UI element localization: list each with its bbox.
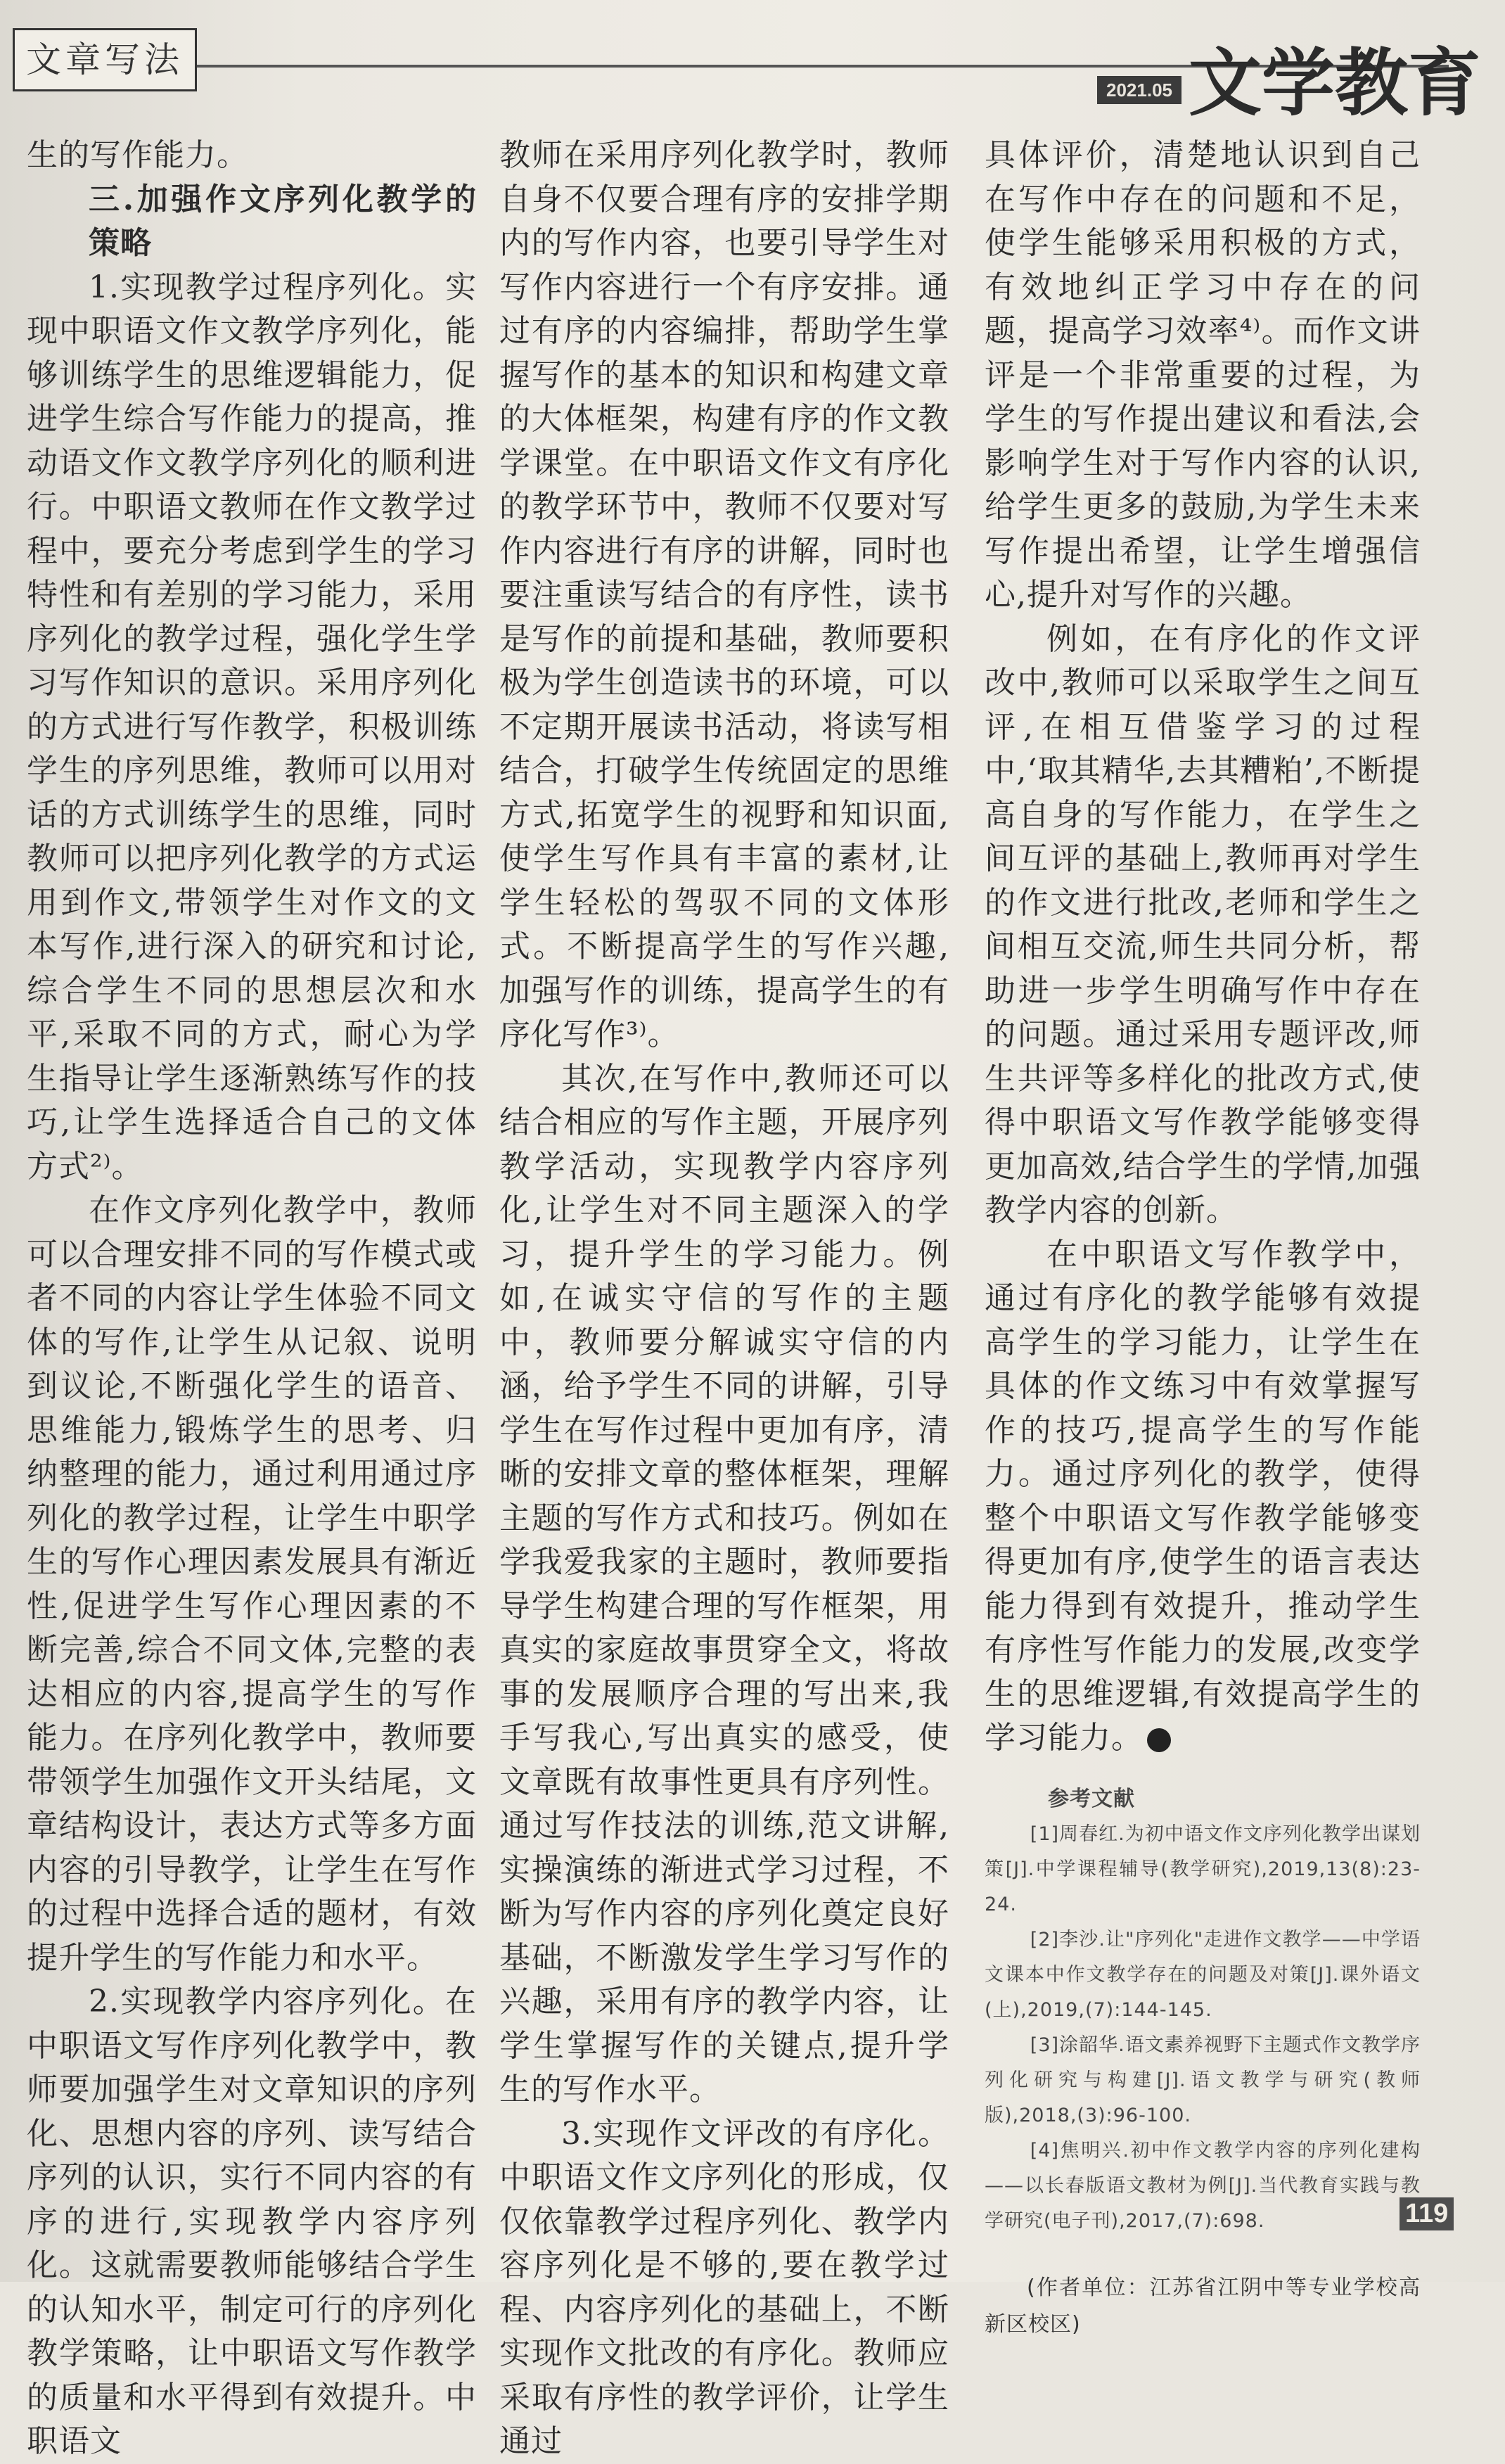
page-number: 119	[1400, 2197, 1454, 2230]
paragraph: 例如，在有序化的作文评改中,教师可以采取学生之间互评,在相互借鉴学习的过程中,‘取其精华,去其糟粕’,不断提高自身的写作能力，在学生之间互评的基础上,教师再对学生的作文进行批改,老师和学生之间相互交流,师生共同分析，帮助进一步学生明确写作中存在的问题。通过采用专题评改,师生共评等多样化的批改方式,使得中职语文写作教学能够变得更加高效,结合学生的学情,加强教学内容的创新。	[985, 620, 1421, 1228]
references	[985, 1782, 1421, 2239]
paragraph: 3.实现作文评改的有序化。中职语文作文序列化的形成，仅仅依靠教学过程序列化、教学内容序列化是不够的,要在教学过程、内容序列化的基础上，不断实现作文批改的有序化。教师应采取有序性的教学评价，让学生通过	[499, 2115, 949, 2459]
reference-item: [4]焦明兴.初中作文教学内容的序列化建构——以长春版语文教材为例[J].当代教育实践与教学研究(电子刊),2017,(7):698.	[985, 2139, 1421, 2232]
paragraph: 1.实现教学过程序列化。实现中职语文作文教学序列化，能够训练学生的思维逻辑能力，促进学生综合写作能力的提高，推动语文作文教学序列化的顺利进行。中职语文教师在作文教学过程中，要充分考虑到学生的学习特性和有差别的学习能力，采用序列化的教学过程，强化学生学习写作知识的意识。采用序列化的方式进行写作教学，积极训练学生的序列思维，教师可以用对话的方式训练学生的思维，同时教师可以把序列化教学的方式运用到作文,带领学生对作文的文本写作,进行深入的研究和讨论,综合学生不同的思想层次和水平,采取不同的方式，耐心为学生指导让学生逐渐熟练写作的技巧,让学生选择适合自己的文体方式²⁾。	[27, 269, 477, 1185]
paragraph: 在中职语文写作教学中，通过有序化的教学能够有效提高学生的学习能力，让学生在具体的作文练习中有效掌握写作的技巧,提高学生的写作能力。通过序列化的教学，使得整个中职语文写作教学能够变得更加有序,使学生的语言表达能力得到有效提升，推动学生有序性写作能力的发展,改变学生的思维逻辑,有效提高学生的学习能力。	[985, 1236, 1421, 1756]
references-title: 参考文献	[1048, 1786, 1135, 1811]
issue-date: 2021.05	[1097, 76, 1181, 104]
section-tag: 文章写法	[13, 28, 197, 91]
paragraph: 其次,在写作中,教师还可以结合相应的写作主题，开展序列教学活动，实现教学内容序列化,让学生对不同主题深入的学习，提升学生的学习能力。例如,在诚实守信的写作的主题中，教师要分解诚实守信的内涵，给予学生不同的讲解，引导学生在写作过程中更加有序，清晰的安排文章的整体框架，理解主题的写作方式和技巧。例如在学我爱我家的主题时，教师要指导学生构建合理的写作框架，用真实的家庭故事贯穿全文，将故事的发展顺序合理的写出来,我手写我心,写出真实的感受，使文章既有故事性更具有序列性。通过写作技法的训练,范文讲解,实操演练的渐进式学习过程，不断为写作内容的序列化奠定良好基础，不断激发学生学习写作的兴趣，采用有序的教学内容，让学生掌握写作的关键点,提升学生的写作水平。	[499, 1060, 949, 2107]
article-end-icon	[1147, 1728, 1171, 1752]
paragraph: 生的写作能力。	[27, 137, 248, 173]
text-column-2	[499, 134, 949, 2464]
text-column-3	[985, 134, 1421, 2343]
journal-title: 文学教育	[1189, 39, 1482, 126]
reference-item: [2]李沙.让"序列化"走进作文教学——中学语文课本中作文教学存在的问题及对策[J].课外语文(上),2019,(7):144-145.	[985, 1928, 1421, 2021]
reference-item: [3]涂韶华.语文素养视野下主题式作文教学序列化研究与构建[J].语文教学与研究(教师版),2018,(3):96-100.	[985, 2034, 1421, 2126]
text-column-1	[27, 134, 477, 2464]
paragraph: 2.实现教学内容序列化。在中职语文写作序列化教学中，教师要加强学生对文章知识的序列化、思想内容的序列、读写结合序列的认识，实行不同内容的有序的进行,实现教学内容序列化。这就需要教师能够结合学生的认知水平，制定可行的序列化教学策略，让中职语文写作教学的质量和水平得到有效提升。中职语文	[27, 1984, 477, 2459]
author-unit: (作者单位：江苏省江阴中等专业学校高新区校区)	[985, 2275, 1421, 2337]
paragraph: 具体评价，清楚地认识到自己在写作中存在的问题和不足，使学生能够采用积极的方式，有效地纠正学习中存在的问题，提高学习效率⁴⁾。而作文讲评是一个非常重要的过程，为学生的写作提出建议和看法,会影响学生对于写作内容的认识,给学生更多的鼓励,为学生未来写作提出希望，让学生增强信心,提升对写作的兴趣。	[985, 137, 1421, 613]
section-heading: 三.加强作文序列化教学的策略	[89, 181, 477, 261]
column-3-body	[985, 134, 1421, 1761]
paragraph: 教师在采用序列化教学时，教师自身不仅要合理有序的安排学期内的写作内容，也要引导学生对写作内容进行一个有序安排。通过有序的内容编排，帮助学生掌握写作的基本的知识和构建文章的大体框架，构建有序的作文教学课堂。在中职语文作文有序化的教学环节中，教师不仅要对写作内容进行有序的讲解，同时也要注重读写结合的有序性，读书是写作的前提和基础，教师要积极为学生创造读书的环境，可以不定期开展读书活动，将读写相结合，打破学生传统固定的思维方式,拓宽学生的视野和知识面,使学生写作具有丰富的素材,让学生轻松的驾驭不同的文体形式。不断提高学生的写作兴趣,加强写作的训练，提高学生的有序化写作³⁾。	[499, 137, 949, 1052]
paragraph: 在作文序列化教学中，教师可以合理安排不同的写作模式或者不同的内容让学生体验不同文体的写作,让学生从记叙、说明到议论,不断强化学生的语音、思维能力,锻炼学生的思考、归纳整理的能力，通过利用通过序列化的教学过程，让学生中职学生的写作心理因素发展具有渐近性,促进学生写作心理因素的不断完善,综合不同文体,完整的表达相应的内容,提高学生的写作能力。在序列化教学中，教师要带领学生加强作文开头结尾，文章结构设计，表达方式等多方面内容的引导教学，让学生在写作的过程中选择合适的题材，有效提升学生的写作能力和水平。	[27, 1192, 477, 1976]
reference-item: [1]周春红.为初中语文作文序列化教学出谋划策[J].中学课程辅导(教学研究),2019,13(8):23-24.	[985, 1823, 1421, 1915]
